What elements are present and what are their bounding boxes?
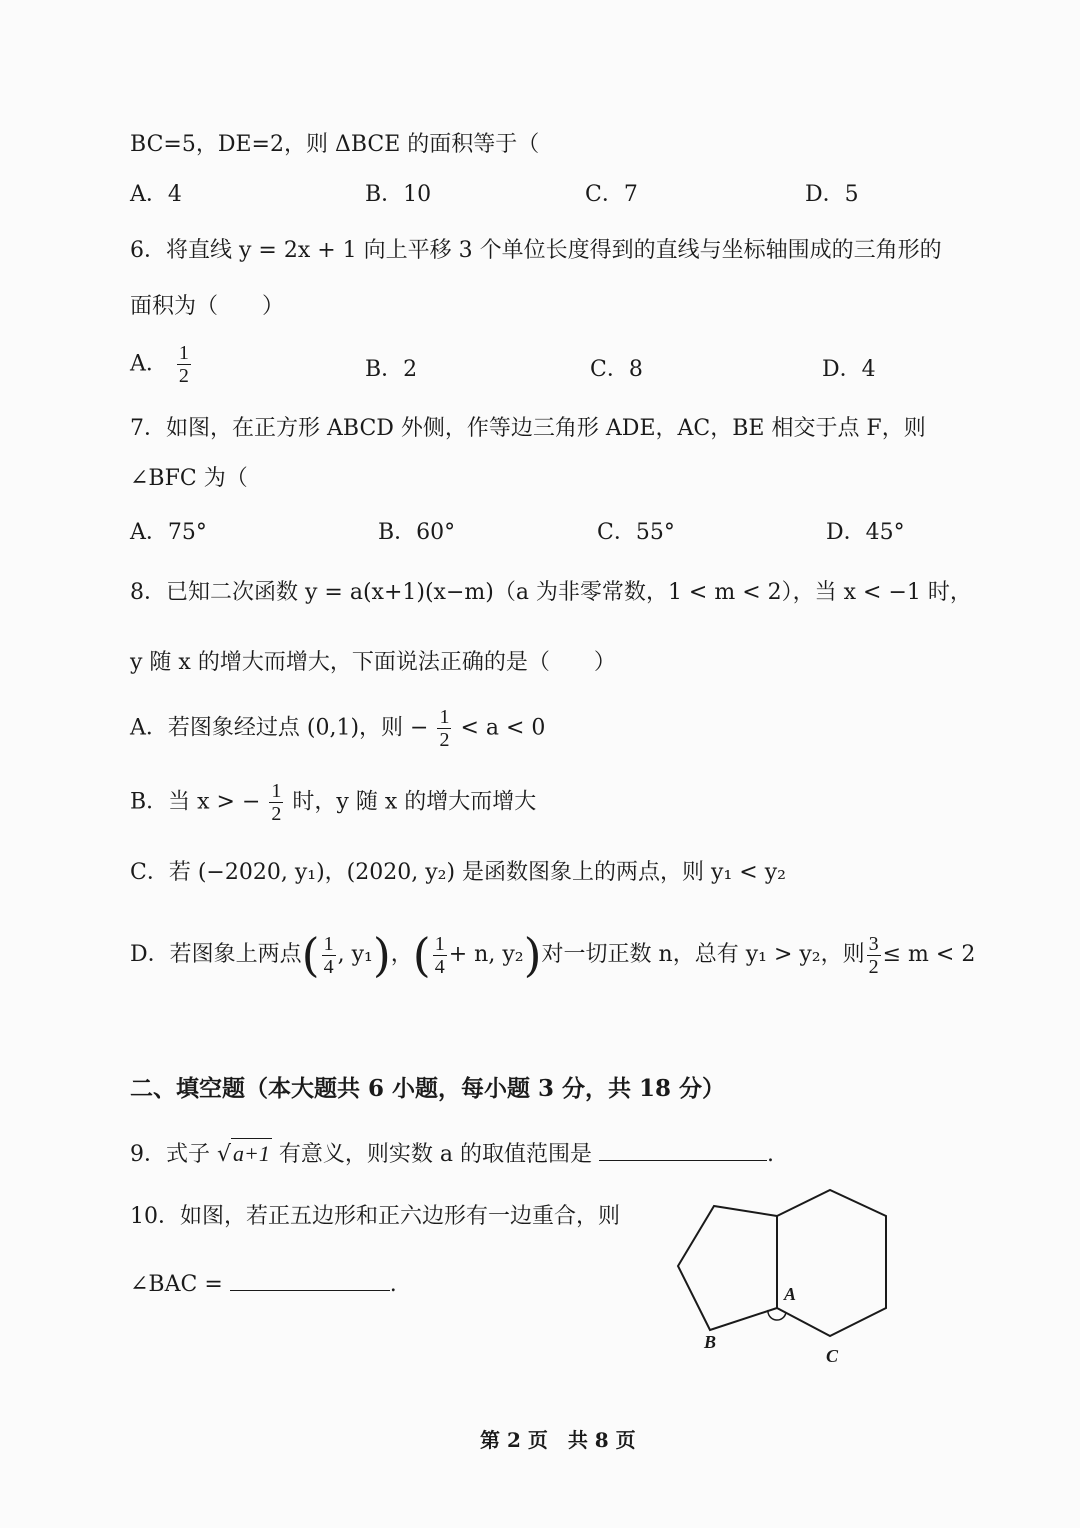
q9-stem [130,1138,774,1170]
fraction-numerator: 1 [323,932,334,955]
q8-option-d-fraction-2 [433,933,447,978]
q8-option-d-point1-tail: , y₁ [337,942,373,967]
q8-option-d-fraction-3 [867,933,881,978]
q8-option-d-point2-tail: + n, y₂ [448,942,524,967]
q8-option-d [130,928,976,982]
q5-option-a: A．4 [130,182,182,207]
q6-option-c: C．8 [590,357,643,382]
q8-option-a-tail: < a < 0 [460,715,546,741]
q7-stem-line2: ∠BFC 为（ [130,466,248,491]
point-b-label: B [704,1332,717,1352]
q10-stem-line1: 10．如图，若正五边形和正六边形有一边重合，则 [130,1204,620,1229]
q6-stem-line1: 6．将直线 y = 2x + 1 向上平移 3 个单位长度得到的直线与坐标轴围成的三角形的 [130,238,942,263]
point-a-label: A [784,1284,797,1304]
point-c-label: C [826,1346,839,1366]
q9-answer-blank[interactable] [599,1138,767,1161]
q5-option-c: C．7 [585,182,638,207]
q8-option-d-text: D．若图象上两点 [130,942,302,967]
q5-option-d: D．5 [805,182,859,207]
q6-option-b: B．2 [365,357,418,382]
q8-option-a [130,706,545,751]
q8-option-a-text: A．若图象经过点 (0,1)，则 − [130,715,429,741]
fraction-numerator: 3 [868,932,879,955]
q6-option-a-label: A． [130,351,168,377]
q8-option-b-text: B．当 x > − [130,789,261,815]
q8-stem-line1: 8．已知二次函数 y = a(x+1)(x−m)（a 为非零常数，1 < m < 2），当 x < −1 时， [130,580,972,605]
q8-option-d-sep: ， [390,942,413,967]
q9-text-pre: 9．式子 [130,1142,210,1167]
right-paren: ) [372,928,391,982]
q8-stem-line2: y 随 x 的增大而增大，下面说法正确的是（ ） [130,650,616,675]
q8-option-b-fraction [269,780,283,825]
pentagon-hexagon-figure [660,1180,910,1380]
fraction-denominator: 2 [271,803,282,825]
q10-angle-label: ∠BAC = [130,1272,223,1297]
page-footer: 第 2 页 共 8 页 [480,1428,636,1452]
section-title-fill-in: 二、填空题（本大题共 6 小题，每小题 3 分，共 18 分） [130,1075,726,1102]
fraction-denominator: 2 [178,365,189,387]
q6-option-a [130,342,193,387]
q7-option-c: C．55° [597,520,675,545]
fraction-numerator: 1 [271,780,282,802]
fraction-denominator: 4 [434,955,445,978]
q10-answer-blank[interactable] [230,1268,390,1291]
q7-option-b: B．60° [378,520,456,545]
q8-option-d-tail1: 对一切正数 n，总有 y₁ > y₂，则 [541,942,865,967]
q8-option-d-tail2: ≤ m < 2 [882,942,976,967]
fraction-numerator: 1 [434,932,445,955]
q6-option-a-fraction [177,342,191,387]
q8-option-d-fraction-1 [322,933,336,978]
q8-option-c: C．若 (−2020, y₁)，(2020, y₂) 是函数图象上的两点，则 y₁ < y₂ [130,860,786,885]
q8-option-a-fraction [437,706,451,751]
left-paren: ( [412,928,431,982]
q6-option-d: D．4 [822,357,876,382]
radical-sign: √ [217,1142,232,1167]
fraction-denominator: 2 [868,955,879,978]
q10-stem-line2 [130,1268,397,1300]
fraction-numerator: 1 [439,706,450,728]
q7-stem-line1: 7．如图，在正方形 ABCD 外侧，作等边三角形 ADE，AC，BE 相交于点 F，则 [130,416,926,441]
q9-text-post: 有意义，则实数 a 的取值范围是 [278,1142,592,1167]
q7-option-a: A．75° [130,520,207,545]
q9-period: . [767,1142,774,1167]
q5-continuation: BC=5，DE=2，则 ΔBCE 的面积等于（ [130,132,540,157]
q6-stem-line2: 面积为（ ） [130,294,285,319]
q10-period: . [389,1272,397,1297]
hexagon-shape [777,1190,886,1336]
fraction-denominator: 2 [439,729,450,751]
q7-option-d: D．45° [826,520,905,545]
left-paren: ( [301,928,320,982]
q9-radicand: a+1 [231,1138,272,1169]
pentagon-shape [678,1206,777,1330]
right-paren: ) [523,928,542,982]
fraction-denominator: 4 [323,955,334,978]
q8-option-b-tail: 时，y 随 x 的增大而增大 [292,789,537,815]
q5-option-b: B．10 [365,182,432,207]
q8-option-b [130,780,536,825]
fraction-numerator: 1 [178,342,189,364]
